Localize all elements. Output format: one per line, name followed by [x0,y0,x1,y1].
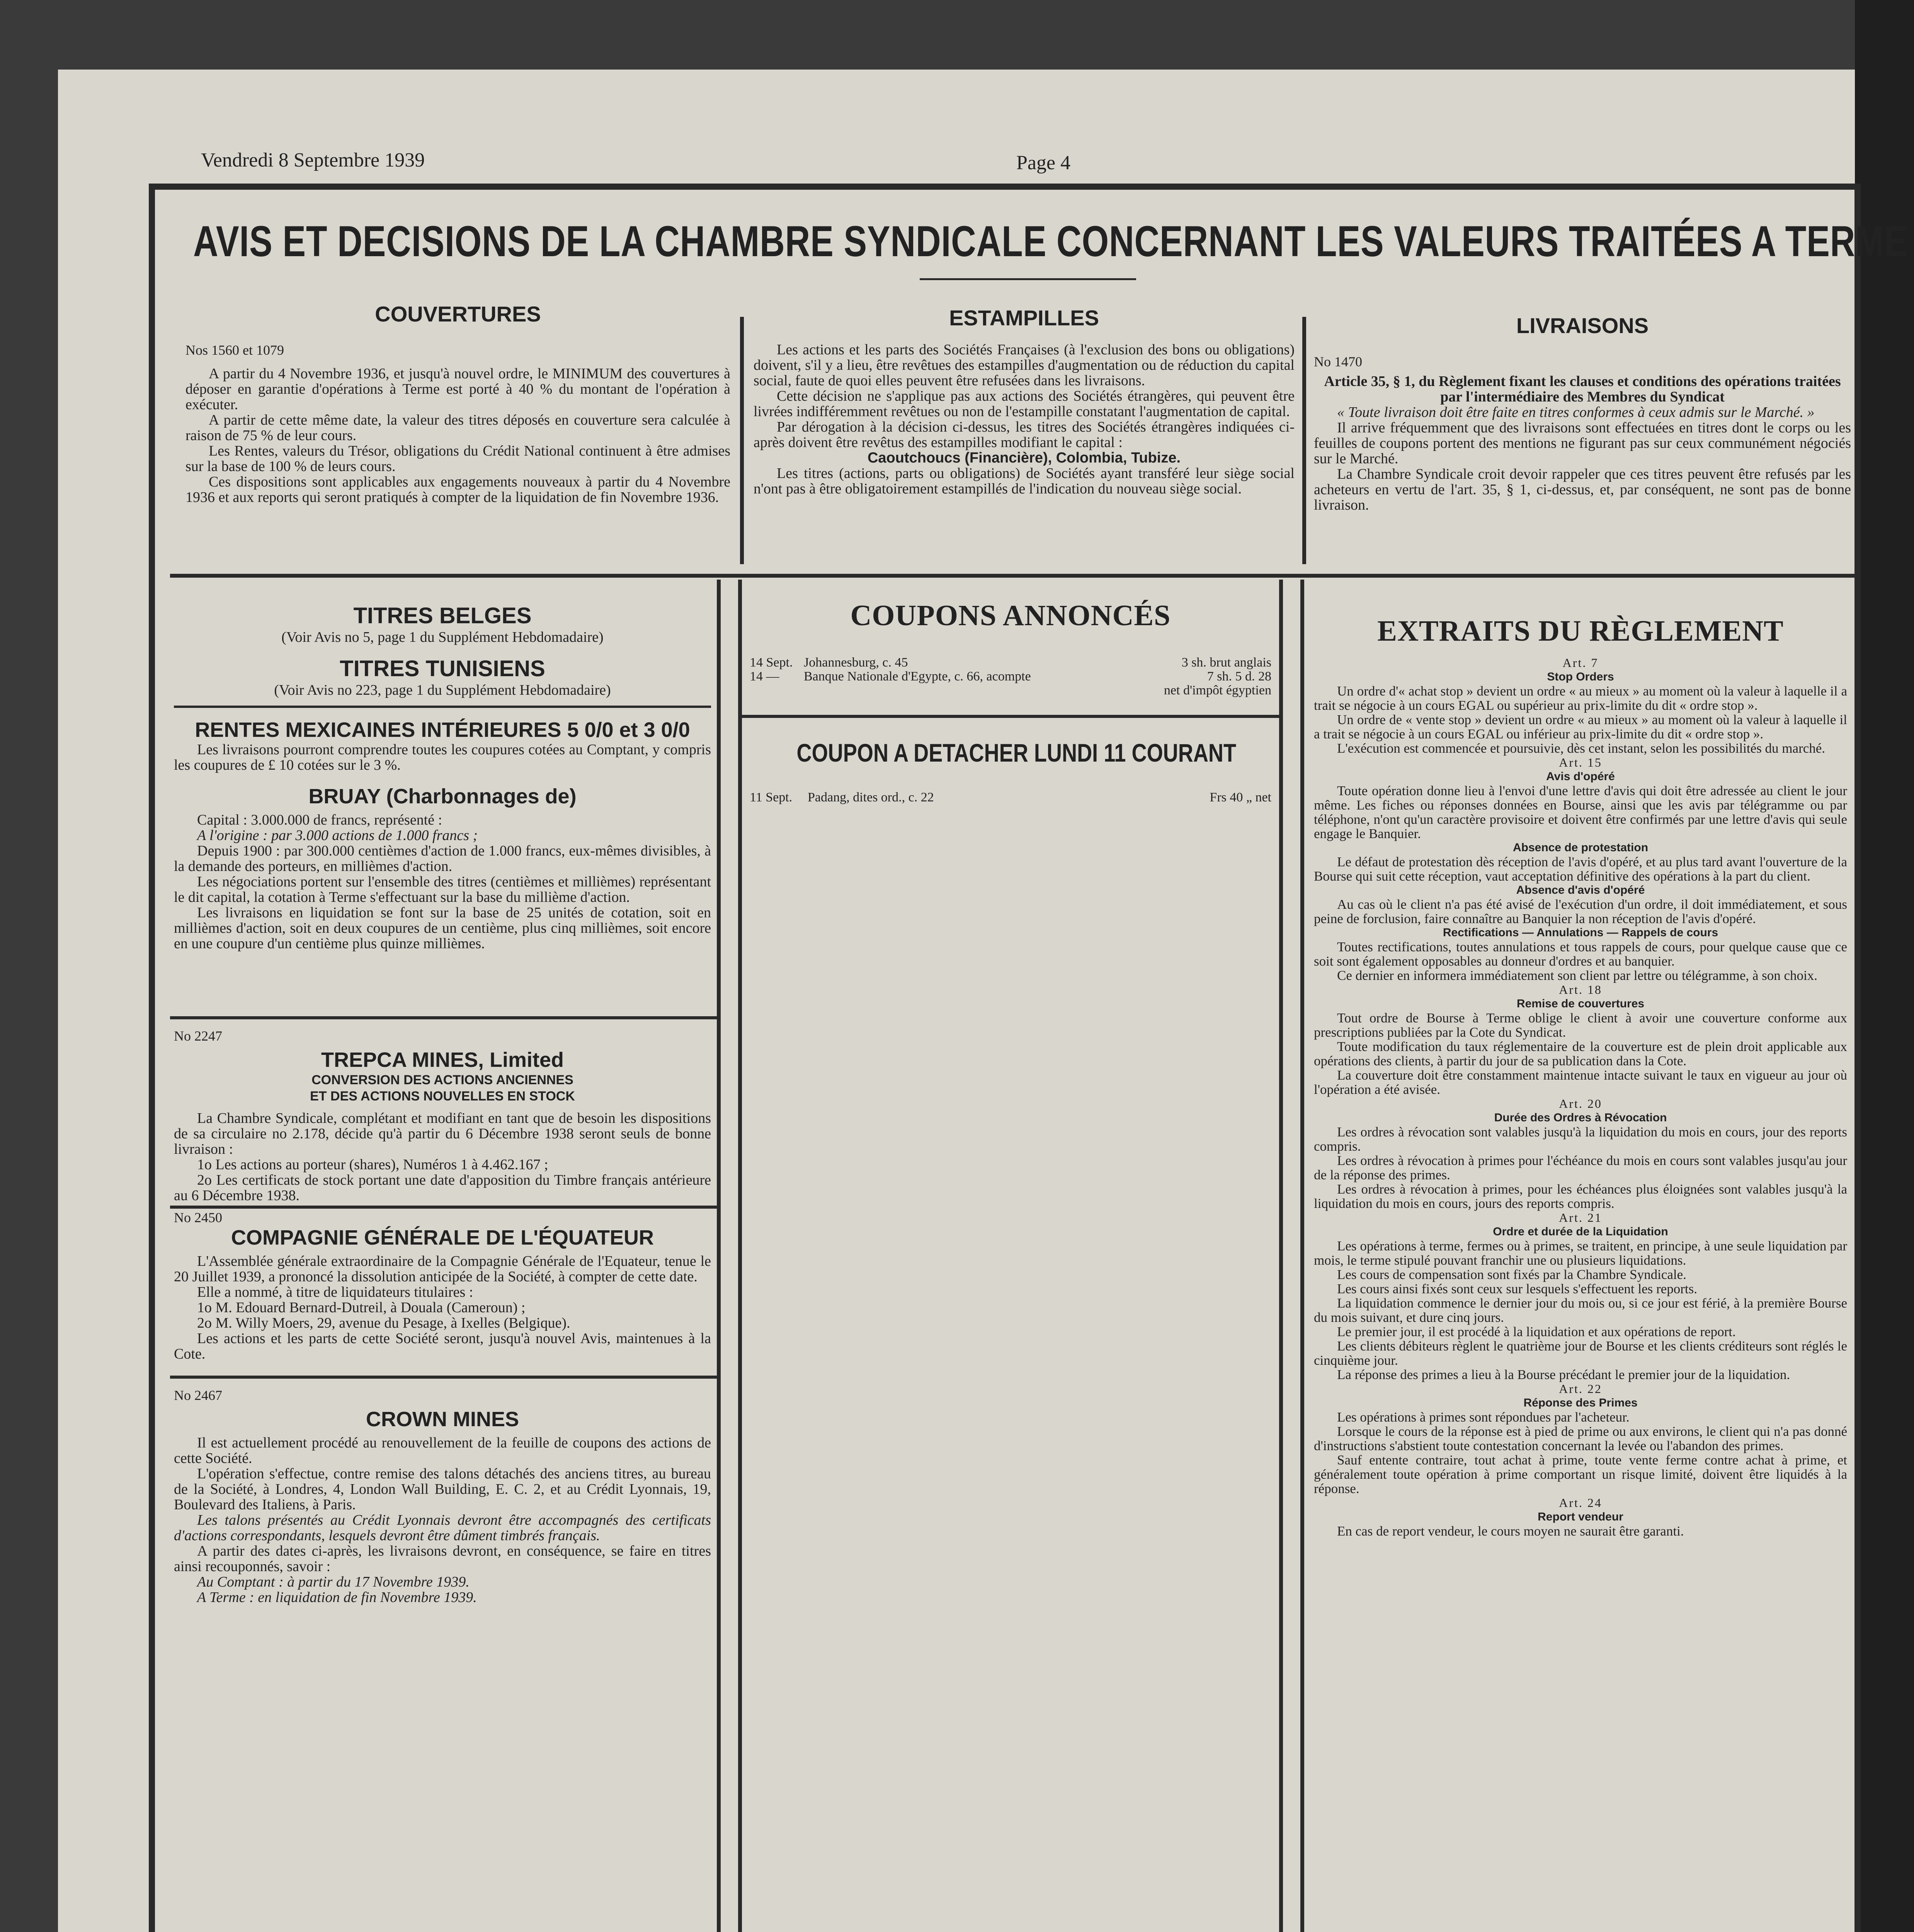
livraisons-heading: LIVRAISONS [1516,313,1649,338]
article-para: Les cours de compensation sont fixés par la Chambre Syndicale. [1337,1267,1686,1282]
livraisons-section [1314,313,1851,513]
estampilles-heading: ESTAMPILLES [949,306,1099,330]
bruay-para: Les livraisons en liquidation se font sur la base de 25 unités de cotation, soit en millièmes d'action, soit en deux coupures de un centième, plus cinq millièmes, soit encore en une coupure d'un centième plus quinze millièmes. [174,905,711,952]
article-title: Absence d'avis d'opéré [1516,884,1645,896]
article-para: Les opérations à primes sont répondues par l'acheteur. [1337,1410,1630,1425]
trepca-para: La Chambre Syndicale, complétant et modifiant en tant que de besoin les dispositions de sa circulaire no 2.178, décide qu'à partir du 6 Décembre 1938 seront seuls de bonne livraison : [174,1110,711,1157]
bruay-para: Capital : 3.000.000 de francs, représenté : [197,812,442,828]
article-para: Toute modification du taux réglementaire de la couverture est de plein droit applicable aux opérations des clients, à partir du jour de sa publication dans la Cote. [1314,1039,1847,1068]
crown-para: Les talons présentés au Crédit Lyonnais devront être accompagnés des certificats d'actions correspondants, lesquels devront être dûment timbrés français. [174,1512,711,1544]
header-page: Page 4 [1016,152,1071,174]
couvertures-para: Les Rentes, valeurs du Trésor, obligations du Crédit National continuent à être admises sur la base de 100 % de leurs cours. [185,443,730,474]
livraisons-para: La Chambre Syndicale croit devoir rappeler que ces titres peuvent être refusés par les acheteurs en vertu de l'art. 35, § 1, ci-dessus, et, par conséquent, ne sont pas de bonne livraison. [1314,466,1851,513]
article-title: Rectifications — Annulations — Rappels de cours [1443,926,1718,939]
article-para: Les opérations à terme, fermes ou à primes, se traitent, en principe, à une seule liquidation par mois, le terme stipulé pouvant franchir une ou plusieurs liquidations. [1314,1238,1847,1268]
bruay-para: Les négociations portent sur l'ensemble des titres (centièmes et millièmes) représentant le dit capital, la cotation à Terme s'effectuant sur la base du millième d'action. [174,874,711,905]
trepca-section [174,1028,711,1203]
crown-ref: No 2467 [174,1388,222,1403]
trepca-heading: TREPCA MINES, Limited [321,1048,564,1071]
article-number: Art. 15 [1559,755,1602,769]
article-para: Les ordres à révocation à primes, pour les échéances plus éloignées sont valables jusqu'à la liquidation du mois en cours, jours des reports compris. [1314,1182,1847,1211]
article-number: Art. 7 [1562,656,1599,670]
coupons-heading: COUPONS ANNONCÉS [850,599,1171,632]
article-title: Ordre et durée de la Liquidation [1493,1225,1668,1238]
estampilles-para: Les titres (actions, parts ou obligations) de Sociétés ayant transféré leur siège social n'ont pas à être obligatoirement estampillés de l'indication du nouveau siège social. [754,465,1295,497]
header-date: Vendredi 8 Septembre 1939 [201,149,425,171]
equateur-para: 1o M. Edouard Bernard-Dutreil, à Douala (Cameroun) ; [197,1299,526,1316]
article-para: Toute opération donne lieu à l'envoi d'une lettre d'avis qui doit être adressée au client le jour même. Les fiches ou réponses données en Bourse, ainsi que les avis par télégramme ou par téléphone, n'ont qu'un caractère provisoire et doivent être confirmés par une lettre d'avis qui seule engage le Banquier. [1314,783,1847,841]
crown-para: L'opération s'effectue, contre remise des talons détachés des anciens titres, au bureau de la Société, à Londres, 4, London Wall Building, E. C. 2, et au Crédit Lyonnais, 19, Boulevard des Italiens, à Paris. [174,1466,711,1513]
equateur-para: L'Assemblée générale extraordinaire de la Compagnie Générale de l'Equateur, tenue le 20 Juillet 1939, a prononcé la dissolution anticipée de la Société, à compter de cette date. [174,1253,711,1285]
couvertures-para: Ces dispositions sont applicables aux engagements nouveaux à partir du 4 Novembre 1936 et aux reports qui seront pratiqués à compter de la liquidation de fin Novembre 1936. [185,474,730,505]
article-title: Stop Orders [1547,670,1614,683]
equateur-section [174,1209,711,1362]
article-para: La couverture doit être constamment maintenue intacte suivant le taux en vigueur au jour où l'opération a été avisée. [1314,1068,1847,1097]
detacher-heading: COUPON A DETACHER LUNDI 11 COURANT [796,738,1237,767]
scan-background [1855,0,1914,1932]
middle-column [750,599,1271,697]
article-number: Art. 24 [1559,1496,1602,1510]
article-para: Le premier jour, il est procédé à la liquidation et aux opérations de report. [1337,1324,1736,1339]
crown-para: Au Comptant : à partir du 17 Novembre 1939. [197,1574,470,1590]
article-para: Un ordre d'« achat stop » devient un ordre « au mieux » au moment où la valeur à laquelle il a trait se négocie à un cours EGAL ou supérieur au prix-limite du dit « ordre stop ». [1314,684,1847,713]
equateur-para: 2o M. Willy Moers, 29, avenue du Pesage, à Ixelles (Belgique). [197,1315,570,1331]
trepca-ref: No 2247 [174,1028,222,1044]
article-number: Art. 18 [1559,983,1602,997]
article-para: Lorsque le cours de la réponse est à pied de prime ou aux environs, le client qui n'a pas donné d'instructions s'abstient toute contestation concernant la levée ou l'abandon des primes. [1314,1424,1847,1453]
crown-para: A Terme : en liquidation de fin Novembre 1939. [197,1589,477,1605]
article-para: Ce dernier en informera immédiatement son client par lettre ou télégramme, à son choix. [1337,968,1818,983]
article-para: Les ordres à révocation à primes pour l'échéance du mois en cours sont valables jusqu'au jour de la réponse des primes. [1314,1153,1847,1182]
article-para: Les ordres à révocation sont valables jusqu'à la liquidation du mois en cours, jour des reports compris. [1314,1124,1847,1154]
estampilles-para: Les actions et les parts des Sociétés Françaises (à l'exclusion des bons ou obligations) doivent, s'il y a lieu, être revêtues des estampilles d'augmentation ou de réduction du capital social, faute de quoi elles peuvent être refusées dans les livraisons. [754,342,1295,389]
titres-belges-sub: (Voir Avis no 5, page 1 du Supplément Hebdomadaire) [281,629,604,645]
bruay-para: Depuis 1900 : par 300.000 centièmes d'action de 1.000 francs, eux-mêmes divisibles, à la demande des porteurs, en millièmes d'action. [174,843,711,874]
coupon-row: 14 Sept. Johannesburg, c. 45 3 sh. brut anglais [750,655,1271,670]
estampilles-companies: Caoutchoucs (Financière), Colombia, Tubize. [867,450,1181,466]
article-para: Le défaut de protestation dès réception de l'avis d'opéré, et au plus tard avant l'ouverture de la Bourse qui suit cette réception, vaut acceptation définitive des opérations à la part du client. [1314,854,1847,884]
bruay-heading: BRUAY (Charbonnages de) [308,785,577,808]
livraisons-para: Il arrive fréquemment que des livraisons sont effectuées en titres dont le corps ou les feuilles de coupons portent des mentions ne figurant pas sur ceux communément négociés sur le Marché. [1314,420,1851,467]
titres-tunisiens-sub: (Voir Avis no 223, page 1 du Supplément Hebdomadaire) [274,682,611,698]
rentes-heading: RENTES MEXICAINES INTÉRIEURES 5 0/0 et 3 0/0 [195,718,690,742]
livraisons-ref: No 1470 [1314,354,1362,369]
coupon-row: net d'impôt égyptien [1164,683,1271,697]
crown-heading: CROWN MINES [366,1408,519,1431]
bruay-para: A l'origine : par 3.000 actions de 1.000 francs ; [197,827,478,844]
trepca-sub1: CONVERSION DES ACTIONS ANCIENNES [311,1073,573,1087]
article-para: Les cours ainsi fixés sont ceux sur lesquels s'effectuent les reports. [1337,1281,1697,1296]
article-title: Remise de couvertures [1516,997,1645,1010]
extraits-section [1314,614,1847,1538]
couvertures-para: A partir de cette même date, la valeur des titres déposés en couverture sera calculée à raison de 75 % de leur cours. [185,412,730,444]
trepca-para: 2o Les certificats de stock portant une date d'apposition du Timbre français antérieure au 6 Décembre 1938. [174,1172,711,1204]
article-para: La réponse des primes a lieu à la Bourse précédant le premier jour de la liquidation. [1337,1367,1790,1382]
article-number: Art. 20 [1559,1097,1602,1111]
detacher-section [750,738,1271,804]
article-title: Absence de protestation [1512,841,1649,854]
left-column [174,603,711,951]
article-para: Tout ordre de Bourse à Terme oblige le client à avoir une couverture conforme aux prescriptions publiées par la Cote du Syndicat. [1314,1010,1847,1040]
article-title: Durée des Ordres à Révocation [1494,1111,1667,1124]
equateur-ref: No 2450 [174,1210,222,1225]
couvertures-section [185,301,730,505]
article-para: Un ordre de « vente stop » devient un ordre « au mieux » au moment où la valeur à laquelle il a trait se négocie à un cours EGAL ou inférieur au prix-limite du dit « ordre stop ». [1314,712,1847,742]
article-para: Sauf entente contraire, tout achat à prime, toute vente ferme contre achat à prime, et généralement toute opération à prime comportant un risque limité, doivent être liquidés à la réponse. [1314,1452,1847,1496]
extraits-heading: EXTRAITS DU RÈGLEMENT [1377,615,1784,647]
livraisons-article: Article 35, § 1, du Règlement fixant les clauses et conditions des opérations traitées par l'intermédiaire des Membres du Syndicat [1324,373,1841,405]
trepca-para: 1o Les actions au porteur (shares), Numéros 1 à 4.462.167 ; [197,1156,548,1173]
crown-section [174,1387,711,1605]
crown-para: Il est actuellement procédé au renouvellement de la feuille de coupons des actions de cette Société. [174,1435,711,1466]
titres-tunisiens-heading: TITRES TUNISIENS [340,656,545,681]
article-para: Au cas où le client n'a pas été avisé de l'exécution d'un ordre, il doit immédiatement, et sous peine de forclusion, faire connaître au Banquier la non réception de l'avis d'opéré. [1314,897,1847,926]
couvertures-para: A partir du 4 Novembre 1936, et jusqu'à nouvel ordre, le MINIMUM des couvertures à déposer en garantie d'opérations à Terme est porté à 40 % du montant de l'opération à exécuter. [185,366,730,413]
page-title: AVIS ET DECISIONS DE LA CHAMBRE SYNDICALE CONCERNANT LES VALEURS TRAITÉES A TERME [193,217,1908,265]
equateur-para: Elle a nommé, à titre de liquidateurs titulaires : [197,1284,473,1300]
couvertures-ref: Nos 1560 et 1079 [185,342,284,358]
equateur-para: Les actions et les parts de cette Société seront, jusqu'à nouvel Avis, maintenues à la Cote. [174,1330,711,1362]
estampilles-para: Par dérogation à la décision ci-dessus, les titres des Sociétés étrangères indiquées ci-après doivent être revêtus des estampilles modifiant le capital : [754,419,1295,451]
rentes-para: Les livraisons pourront comprendre toutes les coupures cotées au Comptant, y compris les coupures de £ 10 cotées sur le 3 %. [174,742,711,773]
article-title: Réponse des Primes [1523,1396,1638,1409]
estampilles-section [754,305,1295,497]
article-para: La liquidation commence le dernier jour du mois ou, si ce jour est férié, à la première Bourse du mois suivant, et dure cinq jours. [1314,1296,1847,1325]
livraisons-quote: « Toute livraison doit être faite en titres conformes à ceux admis sur le Marché. » [1337,404,1815,420]
article-number: Art. 21 [1559,1211,1602,1225]
couvertures-heading: COUVERTURES [375,302,541,326]
article-number: Art. 22 [1559,1382,1602,1396]
trepca-sub2: ET DES ACTIONS NOUVELLES EN STOCK [310,1089,575,1104]
equateur-heading: COMPAGNIE GÉNÉRALE DE L'ÉQUATEUR [231,1226,654,1249]
detacher-row: 11 Sept. Padang, dites ord., c. 22 Frs 40 „ net [750,790,1271,804]
article-para: L'exécution est commencée et poursuivie, dès cet instant, selon les possibilités du marché. [1337,741,1826,756]
article-title: Avis d'opéré [1546,770,1615,783]
titres-belges-heading: TITRES BELGES [353,603,532,628]
estampilles-para: Cette décision ne s'applique pas aux actions des Sociétés étrangères, qui peuvent être livrées indifféremment revêtues ou non de l'estampille constatant l'augmentation de capital. [754,388,1295,420]
article-para: Les clients débiteurs règlent le quatrième jour de Bourse et les clients créditeurs sont réglés le cinquième jour. [1314,1338,1847,1368]
article-para: Toutes rectifications, toutes annulations et tous rappels de cours, pour quelque cause que ce soit sont également opposables au donneur d'ordres et au banquier. [1314,939,1847,969]
coupon-row: 14 — Banque Nationale d'Egypte, c. 66, acompte 7 sh. 5 d. 28 [750,669,1271,684]
crown-para: A partir des dates ci-après, les livraisons devront, en conséquence, se faire en titres ainsi recouponnés, savoir : [174,1543,711,1575]
article-para: En cas de report vendeur, le cours moyen ne saurait être garanti. [1337,1524,1684,1539]
article-title: Report vendeur [1538,1510,1623,1523]
